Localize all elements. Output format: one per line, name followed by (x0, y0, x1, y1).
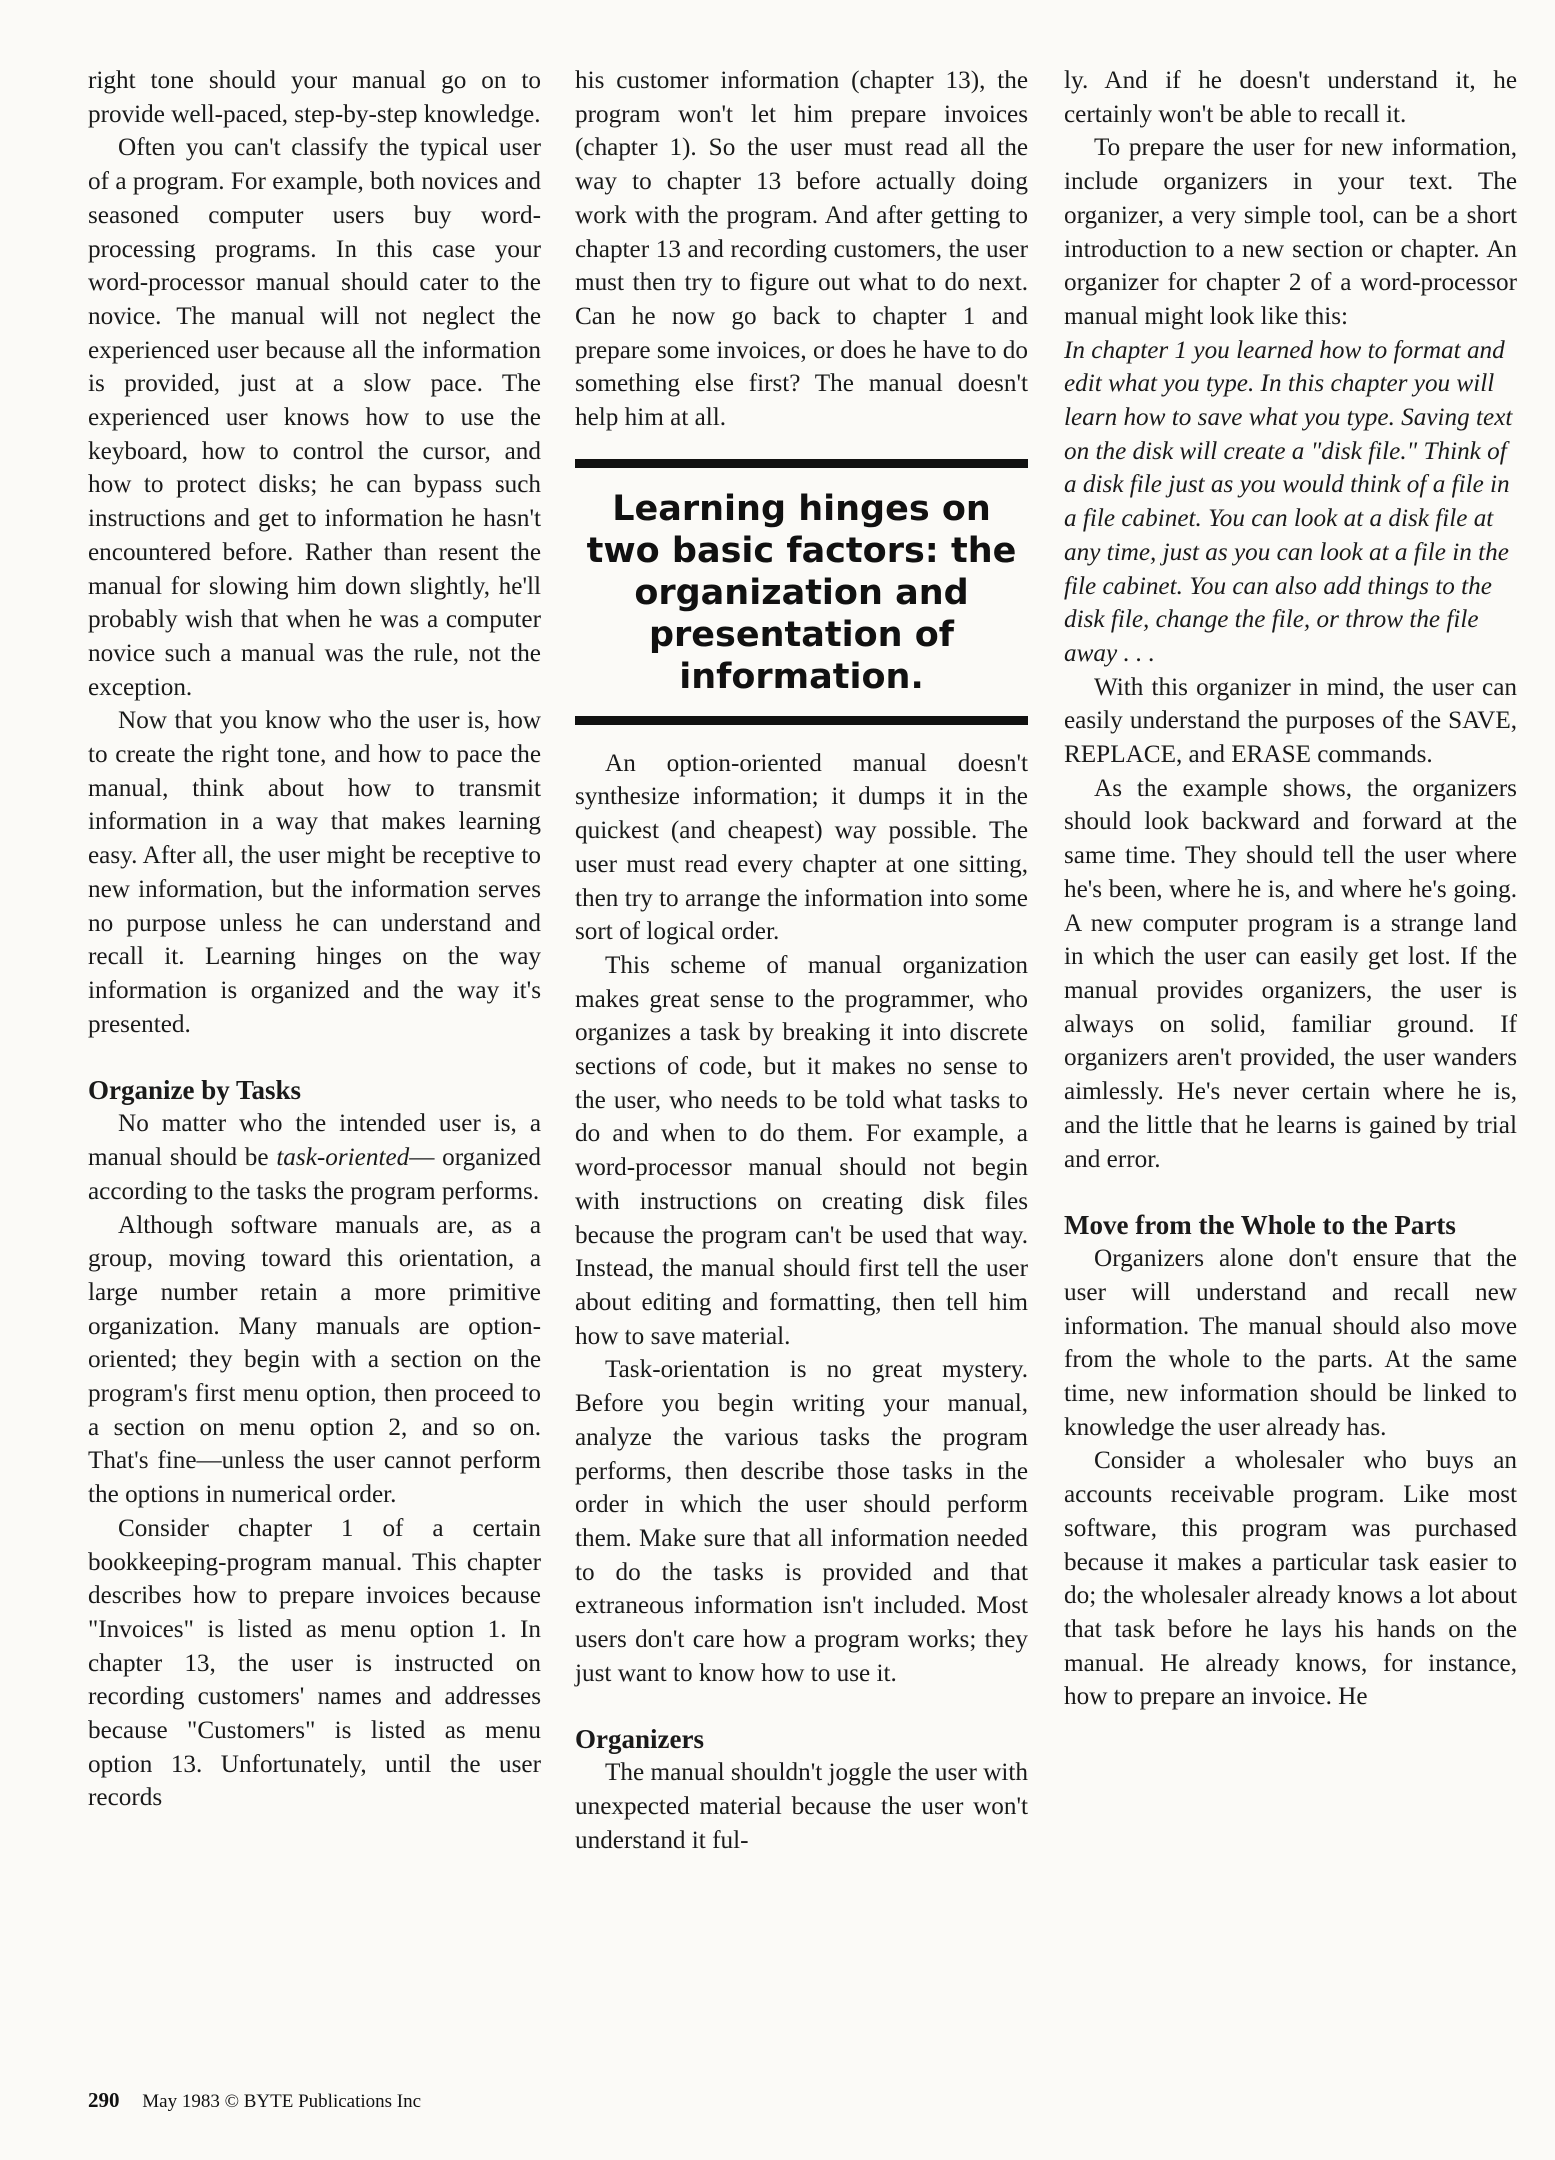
paragraph: An option-oriented manual doesn't synthesize information; it dumps it in the quickest (and cheapest) way possible. The user must read every chapter at one sitting, then try to arrange the information into some sort of logical order. (575, 749, 1028, 946)
paragraph: The manual shouldn't joggle the user with unexpected material because the user won't understand it ful- (575, 1759, 1028, 1854)
paragraph (88, 1107, 541, 1208)
page-number: 290 (88, 2088, 120, 2112)
page-footer (88, 2088, 421, 2113)
emphasis: task-oriented (276, 1144, 410, 1172)
paragraph: Organizers alone don't ensure that the user will understand and recall new information. The manual should also move from the whole to the parts. At the same time, new information should be linked to knowledge the user already has. (1064, 1245, 1517, 1441)
paragraph: Now that you know who the user is, how to create the right tone, and how to pace the manual, think about how to transmit information in a way that makes learning easy. After all, the user might be receptive to new information, but the information serves no purpose unless he can understand and recall it. Learning hinges on the way information is organized and the way it's presented. (88, 707, 541, 1038)
column-3 (1064, 64, 1517, 1714)
paragraph: Often you can't classify the typical user of a program. For example, both novices and seasoned computer users buy word-processing programs. In this case your word-processor manual should cater to the novice. The manual will not neglect the experienced user because all the information is provided, just at a slow pace. The experienced user knows how to use the keyboard, how to control the cursor, and how to protect disks; he can bypass such instructions and get to information he hasn't encountered before. Rather than resent the manual for slowing him down slightly, he'll probably wish that when he was a computer novice such a manual was the rule, not the exception. (88, 134, 541, 701)
text-run: No matter who the intended user is, a manual should be (88, 1110, 541, 1172)
paragraph: As the example shows, the organizers should look backward and forward at the same time. They should tell the user where he's been, where he is, and where he's going. A new computer program is a strange land in which the user can easily get lost. If the manual provides organizers, the user is always on solid, familiar ground. If organizers aren't provided, the user wanders aimlessly. He's never certain where he is, and the little that he learns is gained by trial and error. (1064, 774, 1517, 1173)
publication-credit: May 1983 © BYTE Publications Inc (142, 2091, 422, 2112)
organizer-example: In chapter 1 you learned how to format and edit what you type. In this chapter you will learn how to save what you type. Saving text on the disk will create a "disk file." Think of a disk file just as you would think of a file in a file cabinet. You can look at a disk file at any time, just as you can look at a file in the file cabinet. You can also add things to the disk file, change the file, or throw the file away . . . (1064, 336, 1513, 667)
paragraph: Task-orientation is no great mystery. Before you begin writing your manual, analyze the various tasks the program performs, then describe those tasks in the order in which the user should perform them. Make sure that all information needed to do the tasks is provided and that extraneous information isn't included. Most users don't care how a program works; they just want to know how to use it. (575, 1356, 1028, 1687)
section-heading: Move from the Whole to the Parts (1064, 1210, 1456, 1241)
paragraph: right tone should your manual go on to provide well-paced, step-by-step knowledge. (88, 67, 541, 128)
paragraph: Consider a wholesaler who buys an accounts receivable program. Like most software, this program was purchased because it makes a particular task easier to do; the wholesaler already knows a lot about that task before he lays his hands on the manual. He already knows, for instance, how to prepare an invoice. He (1064, 1447, 1517, 1711)
paragraph: Consider chapter 1 of a certain bookkeeping-program manual. This chapter describes how to prepare invoices because "Invoices" is listed as menu option 1. In chapter 13, the user is instructed on recording customers' names and addresses because "Customers" is listed as menu option 13. Unfortunately, until the user records (88, 1514, 541, 1812)
column-2 (575, 64, 1028, 1858)
paragraph: To prepare the user for new information, include organizers in your text. The organizer, a very simple tool, can be a short introduction to a new section or chapter. An organizer for chapter 2 of a word-processor manual might look like this: (1064, 134, 1517, 330)
paragraph: his customer information (chapter 13), the program won't let him prepare invoices (chapter 1). So the user must read all the way to chapter 13 before actually doing work with the program. And after getting to chapter 13 and recording customers, the user must then try to figure out what to do next. Can he now go back to chapter 1 and prepare some invoices, or does he have to do something else first? The manual doesn't help him at all. (575, 67, 1028, 432)
paragraph: This scheme of manual organization makes great sense to the programmer, who organizes a task by breaking it into discrete sections of code, but it makes no sense to the user, who needs to be told what tasks to do and when to do them. For example, a word-processor manual should not begin with instructions on creating disk files because the program can't be used that way. Instead, the manual should first tell the user about editing and formatting, then tell him how to save material. (575, 951, 1028, 1350)
section-heading: Organizers (575, 1724, 704, 1755)
section-heading: Organize by Tasks (88, 1075, 302, 1106)
text-run: — organized according to the tasks the program performs. (88, 1144, 541, 1205)
paragraph: Although software manuals are, as a group, moving toward this orientation, a large number retain a more primitive organization. Many manuals are option-oriented; they begin with a section on the program's first menu option, then proceed to a section on menu option 2, and so on. That's fine—unless the user cannot perform the options in numerical order. (88, 1211, 541, 1509)
pull-quote: Learning hinges on two basic factors: the organization and presentation of information. (575, 459, 1028, 725)
paragraph: ly. And if he doesn't understand it, he certainly won't be able to recall it. (1064, 67, 1517, 128)
paragraph: With this organizer in mind, the user can easily understand the purposes of the SAVE, REPLACE, and ERASE commands. (1064, 673, 1517, 769)
column-1 (88, 64, 541, 1815)
